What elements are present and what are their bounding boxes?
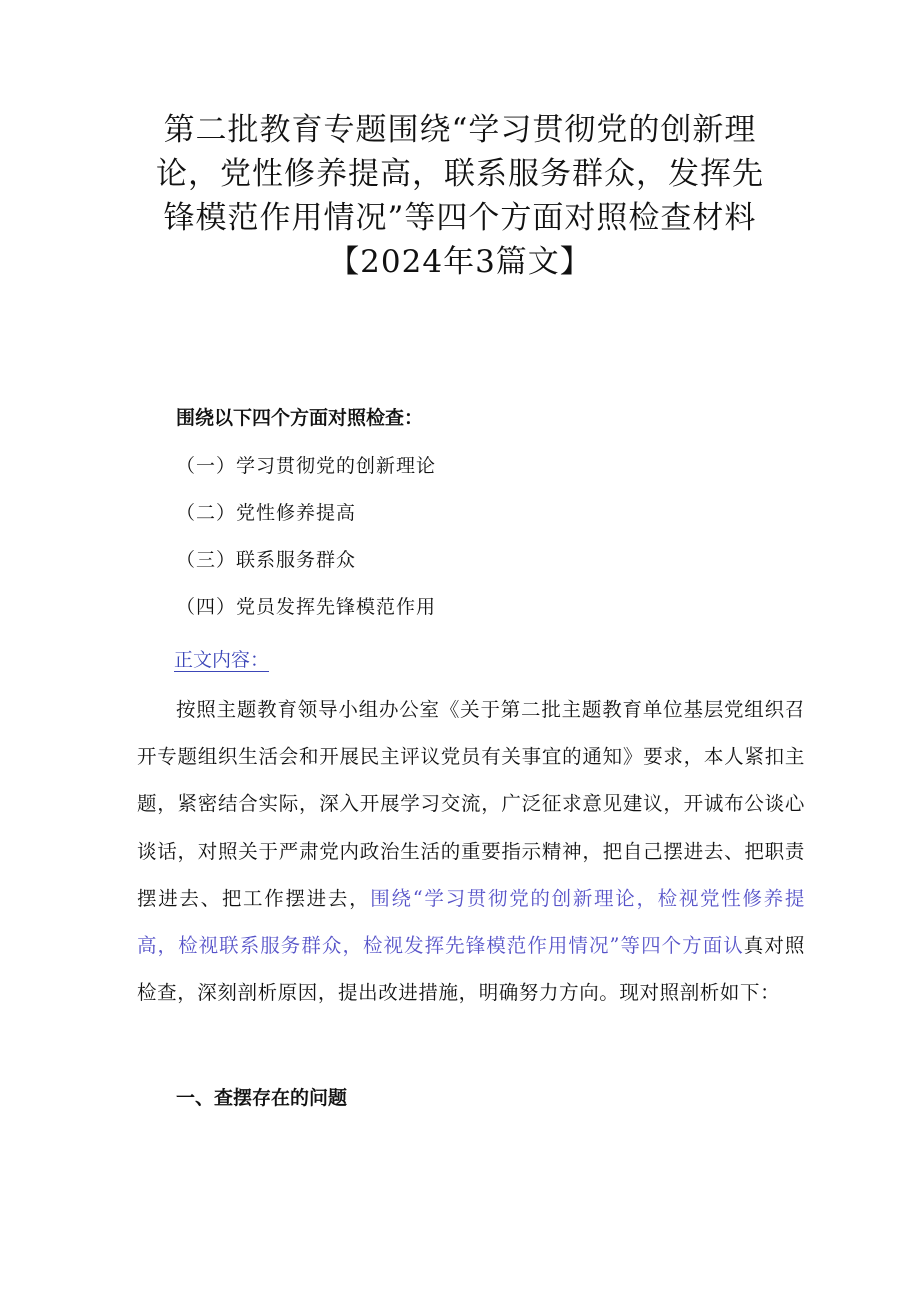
aspect-item: （二）党性修养提高 — [176, 502, 357, 524]
body-text: 按照主题教育领导小组办公室《关于第二批主题教育单位基层党组织召开专题组织生活会和开展民主评议党员有关事宜的通知》要求，本人紧扣主题，紧密结合实际，深入开展学习交流，广泛征求意见建议，开诚布公谈心谈话，对照关于严肃党内政治生活的重要指示精神，把自己摆进去、把职责摆进去、把工作摆进去， — [137, 698, 805, 910]
title-line: 【2024年3篇文】 — [328, 244, 592, 280]
body-highlight-text: 围绕“学习贯彻党的创新理论，检视党性修养提高，检视联系服务群众，检视发挥先锋模范作用情况”等四个方面认 — [137, 886, 805, 958]
aspect-item: （三）联系服务群众 — [176, 549, 357, 571]
title-line: 论，党性修养提高，联系服务群众，发挥先 — [156, 156, 764, 192]
aspect-list — [176, 452, 436, 640]
aspect-item: （一）学习贯彻党的创新理论 — [176, 455, 437, 477]
document-title — [130, 108, 790, 284]
body-text-end: 真对照检查，深刻剖析原因，提出改进措施，明确努力方向。现对照剖析如下： — [137, 934, 805, 1005]
title-line: 锋模范作用情况”等四个方面对照检查材料 — [163, 200, 757, 236]
intro-heading: 围绕以下四个方面对照检查： — [176, 407, 424, 429]
section-heading: 一、查摆存在的问题 — [176, 1087, 348, 1109]
content-link[interactable]: 正文内容： — [174, 649, 270, 671]
title-line: 第二批教育专题围绕“学习贯彻党的创新理 — [163, 112, 757, 148]
aspect-item: （四）党员发挥先锋模范作用 — [176, 596, 437, 618]
body-paragraph — [137, 686, 805, 1016]
